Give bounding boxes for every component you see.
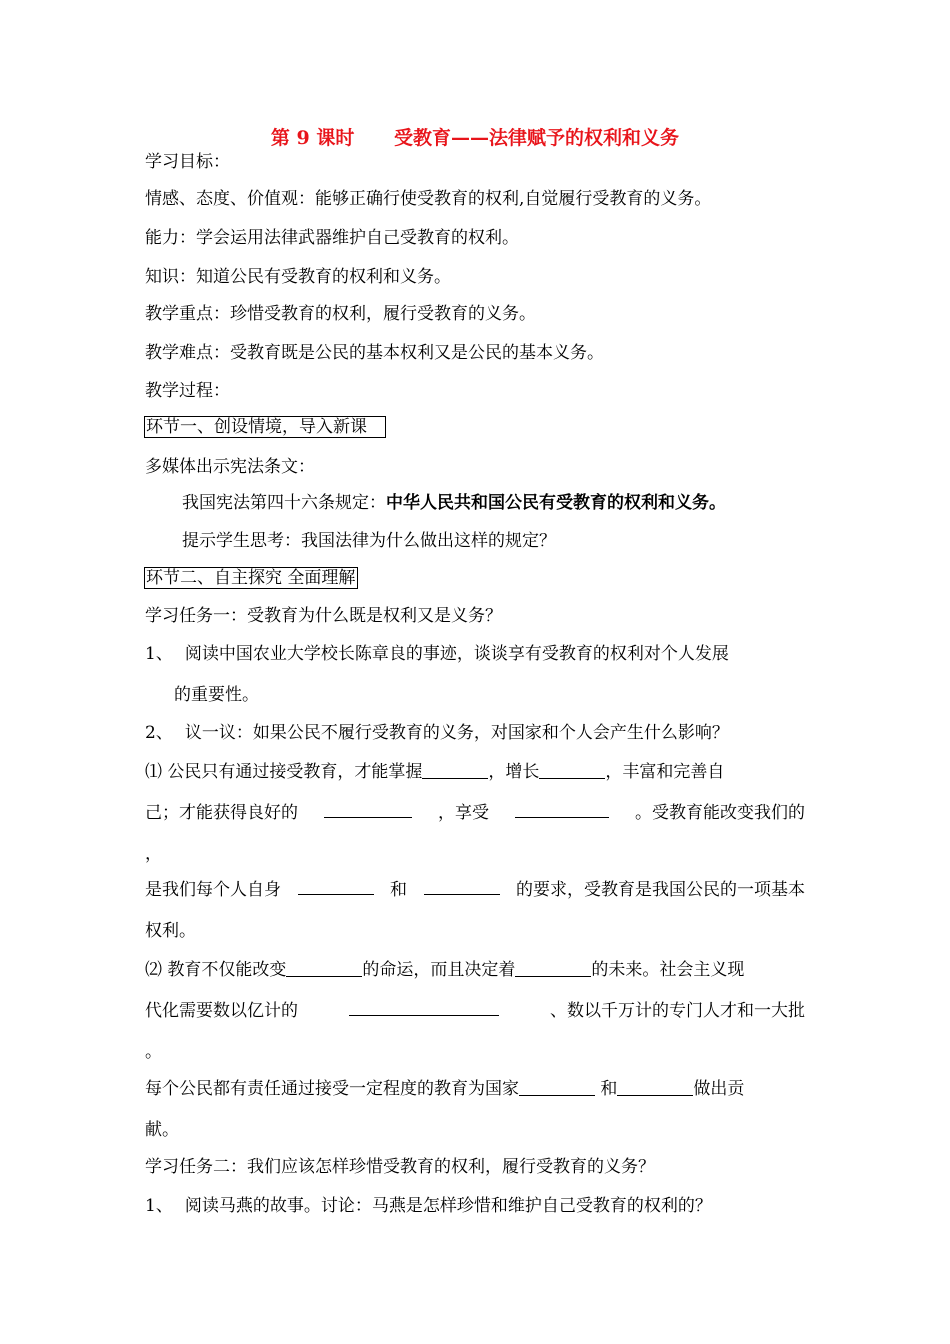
text: 代化需要数以亿计的 bbox=[145, 1001, 298, 1021]
item-number: 2、 bbox=[145, 723, 173, 743]
p1-line3: ， bbox=[145, 844, 162, 864]
text: ，增长 bbox=[488, 762, 540, 782]
fill-blank[interactable] bbox=[324, 801, 412, 818]
text: 的未来。社会主义现 bbox=[591, 960, 745, 980]
objective-emotion: 情感、态度、价值观：能够正确行使受教育的权利,自觉履行受教育的义务。 bbox=[145, 189, 712, 209]
fill-blank[interactable] bbox=[539, 762, 605, 779]
text: 。受教育能改变我们的 bbox=[635, 803, 805, 823]
fill-blank[interactable] bbox=[286, 960, 362, 977]
p2-line5: 献。 bbox=[145, 1120, 179, 1140]
text: ，享受 bbox=[438, 803, 489, 823]
p2-line4 bbox=[145, 1077, 744, 1101]
constitution-prefix: 我国宪法第四十六条规定： bbox=[182, 493, 386, 513]
p1-line4 bbox=[145, 878, 805, 902]
item-text: 阅读马燕的故事。讨论：马燕是怎样珍惜和维护自己受教育的权利的？ bbox=[184, 1196, 712, 1216]
lesson-title: 第 9 课时 受教育——法律赋予的权利和义务 bbox=[270, 127, 680, 149]
p1-line1 bbox=[145, 760, 724, 784]
task-one-heading: 学习任务一：受教育为什么既是权利又是义务？ bbox=[145, 606, 502, 626]
objective-knowledge: 知识：知道公民有受教育的权利和义务。 bbox=[145, 267, 451, 287]
p2-line2 bbox=[145, 999, 805, 1023]
text: 、数以千万计的专门人才和一大批 bbox=[550, 1001, 805, 1021]
task-two-heading: 学习任务二：我们应该怎样珍惜受教育的权利，履行受教育的义务？ bbox=[145, 1157, 655, 1177]
fill-blank[interactable] bbox=[515, 960, 591, 977]
task-two-item-1 bbox=[145, 1194, 712, 1218]
text: ，丰富和完善自 bbox=[605, 762, 725, 782]
item-text: 议一议：如果公民不履行受教育的义务，对国家和个人会产生什么影响？ bbox=[184, 723, 729, 743]
fill-blank[interactable] bbox=[422, 762, 488, 779]
fill-blank[interactable] bbox=[617, 1079, 693, 1096]
text: 的要求，受教育是我国公民的一项基本 bbox=[516, 880, 805, 900]
item-number: 1、 bbox=[145, 644, 173, 664]
objectives-heading: 学习目标： bbox=[145, 152, 230, 172]
p1-line5: 权利。 bbox=[145, 921, 196, 941]
text: 己；才能获得良好的 bbox=[145, 803, 298, 823]
section-one-label: 环节一、创设情境，导入新课 bbox=[144, 416, 386, 438]
p2-line3: 。 bbox=[145, 1042, 162, 1062]
item-number: 1、 bbox=[145, 1196, 173, 1216]
process-heading: 教学过程： bbox=[145, 381, 230, 401]
section-one-box bbox=[144, 415, 386, 439]
task-one-item-1-cont: 的重要性。 bbox=[174, 685, 259, 705]
constitution-article: 中华人民共和国公民有受教育的权利和义务。 bbox=[386, 493, 726, 513]
text: ⑵ 教育不仅能改变 bbox=[145, 960, 287, 980]
fill-blank[interactable] bbox=[519, 1079, 595, 1096]
prompt-line: 提示学生思考：我国法律为什么做出这样的规定？ bbox=[182, 531, 556, 551]
fill-blank[interactable] bbox=[515, 801, 609, 818]
key-point: 教学重点：珍惜受教育的权利，履行受教育的义务。 bbox=[145, 304, 536, 324]
text: 和 bbox=[390, 880, 407, 900]
p1-line2 bbox=[145, 801, 805, 825]
task-one-item-2 bbox=[145, 721, 729, 745]
task-one-item-1 bbox=[145, 642, 729, 666]
constitution-line bbox=[182, 491, 726, 515]
objective-ability: 能力：学会运用法律武器维护自己受教育的权利。 bbox=[145, 228, 519, 248]
text: 和 bbox=[595, 1079, 618, 1099]
text: 做出贡 bbox=[693, 1079, 745, 1099]
fill-blank[interactable] bbox=[349, 999, 499, 1016]
text: 每个公民都有责任通过接受一定程度的教育为国家 bbox=[145, 1079, 519, 1099]
fill-blank[interactable] bbox=[298, 878, 374, 895]
text: 是我们每个人自身 bbox=[145, 880, 281, 900]
p2-line1 bbox=[145, 958, 744, 982]
text: ⑴ 公民只有通过接受教育，才能掌握 bbox=[145, 762, 423, 782]
section-two-label: 环节二、自主探究 全面理解 bbox=[144, 567, 358, 589]
fill-blank[interactable] bbox=[424, 878, 500, 895]
item-text: 阅读中国农业大学校长陈章良的事迹，谈谈享有受教育的权利对个人发展 bbox=[184, 644, 729, 664]
multimedia-line: 多媒体出示宪法条文： bbox=[145, 457, 315, 477]
section-two-box bbox=[144, 566, 358, 590]
text: 的命运，而且决定着 bbox=[362, 960, 516, 980]
difficult-point: 教学难点：受教育既是公民的基本权利又是公民的基本义务。 bbox=[145, 343, 604, 363]
